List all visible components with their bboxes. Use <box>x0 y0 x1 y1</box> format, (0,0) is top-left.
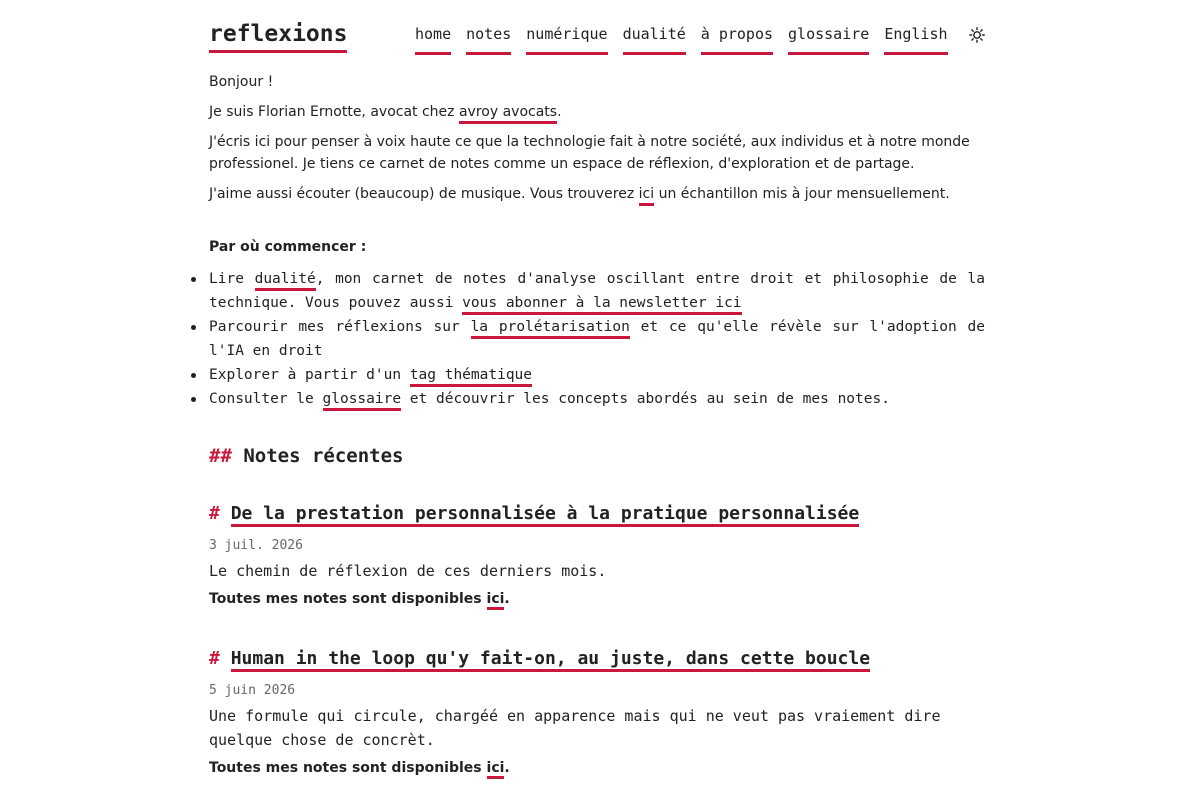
intro-identity <box>209 101 985 123</box>
newsletter-link[interactable]: vous abonner à la newsletter ici <box>462 295 741 315</box>
note-card <box>209 501 985 610</box>
list-item-text: Lire <box>209 271 255 287</box>
all-notes-line <box>209 757 985 779</box>
nav-english[interactable]: English <box>884 24 947 55</box>
note-date: 5 juin 2026 <box>209 683 296 698</box>
nav-home[interactable]: home <box>415 24 451 55</box>
note-summary: Une formule qui circule, chargéé en apparence mais qui ne veut pas vraiement dire quelque chose de concrèt. <box>209 707 941 749</box>
site-header <box>209 0 985 66</box>
site-logo-link[interactable]: reflexions <box>209 20 347 53</box>
list-item-text: et ce qu'elle révèle sur l'adoption de l'IA en droit <box>209 319 985 359</box>
note-title <box>209 646 985 672</box>
all-notes-text: Toutes mes notes sont disponibles <box>209 591 487 607</box>
dualite-link[interactable]: dualité <box>255 271 316 291</box>
sun-icon[interactable] <box>969 27 985 43</box>
heading-hash: ## <box>209 445 232 467</box>
recent-notes-title: Notes récentes <box>243 445 404 467</box>
intro-music <box>209 183 985 205</box>
note-date: 3 juil. 2026 <box>209 538 303 553</box>
list-item <box>209 387 985 411</box>
list-item-text: Consulter le <box>209 391 323 407</box>
intro-identity-text: Je suis Florian Ernotte, avocat chez <box>209 104 459 120</box>
note-title <box>209 501 985 527</box>
nav-notes[interactable]: notes <box>466 24 511 55</box>
note-card <box>209 646 985 779</box>
note-summary: Le chemin de réflexion de ces derniers mois. <box>209 562 607 580</box>
glossaire-link[interactable]: glossaire <box>323 391 402 411</box>
all-notes-text: Toutes mes notes sont disponibles <box>209 760 487 776</box>
list-item <box>209 267 985 315</box>
page-container <box>209 0 985 776</box>
intro-identity-end: . <box>557 104 562 120</box>
intro-music-text: J'aime aussi écouter (beaucoup) de musique. Vous trouverez <box>209 186 639 202</box>
list-item <box>209 363 985 387</box>
all-notes-link[interactable]: ici <box>487 591 505 610</box>
note-hash: # <box>209 648 220 669</box>
all-notes-line <box>209 588 985 610</box>
note-title-link[interactable]: Human in the loop qu'y fait-on, au juste, dans cette boucle <box>231 648 870 672</box>
start-title: Par où commencer : <box>209 239 367 255</box>
nav-a-propos[interactable]: à propos <box>701 24 773 55</box>
intro-section <box>209 71 985 213</box>
nav-glossaire[interactable]: glossaire <box>788 24 869 55</box>
list-item-text: Parcourir mes réflexions sur <box>209 319 471 335</box>
nav-numerique[interactable]: numérique <box>526 24 607 55</box>
all-notes-end: . <box>504 760 510 776</box>
recent-notes-heading <box>209 443 404 469</box>
list-item <box>209 315 985 363</box>
list-item-text: , mon carnet de notes d'analyse oscillant entre droit et philosophie de la technique. Vous pouvez aussi <box>209 271 985 311</box>
intro-purpose: J'écris ici pour penser à voix haute ce que la technologie fait à notre société, aux individus et à notre monde professionel. Je tiens ce carnet de notes comme un espace de réflexion, d'exploration et de partage. <box>209 134 970 172</box>
intro-music-end: un échantillon mis à jour mensuellement. <box>654 186 950 202</box>
tag-thematique-link[interactable]: tag thématique <box>410 367 532 387</box>
list-item-text: Explorer à partir d'un <box>209 367 410 383</box>
all-notes-link[interactable]: ici <box>487 760 505 779</box>
all-notes-end: . <box>504 591 510 607</box>
proletarisation-link[interactable]: la prolétarisation <box>471 319 630 339</box>
list-item-text: et découvrir les concepts abordés au sein de mes notes. <box>401 391 890 407</box>
note-hash: # <box>209 503 220 524</box>
avroy-avocats-link[interactable]: avroy avocats <box>459 104 557 124</box>
note-title-link[interactable]: De la prestation personnalisée à la pratique personnalisée <box>231 503 860 527</box>
nav-dualite[interactable]: dualité <box>623 24 686 55</box>
start-list <box>209 267 985 411</box>
greeting-text: Bonjour ! <box>209 74 274 90</box>
main-nav <box>415 24 963 55</box>
music-link[interactable]: ici <box>639 186 654 206</box>
